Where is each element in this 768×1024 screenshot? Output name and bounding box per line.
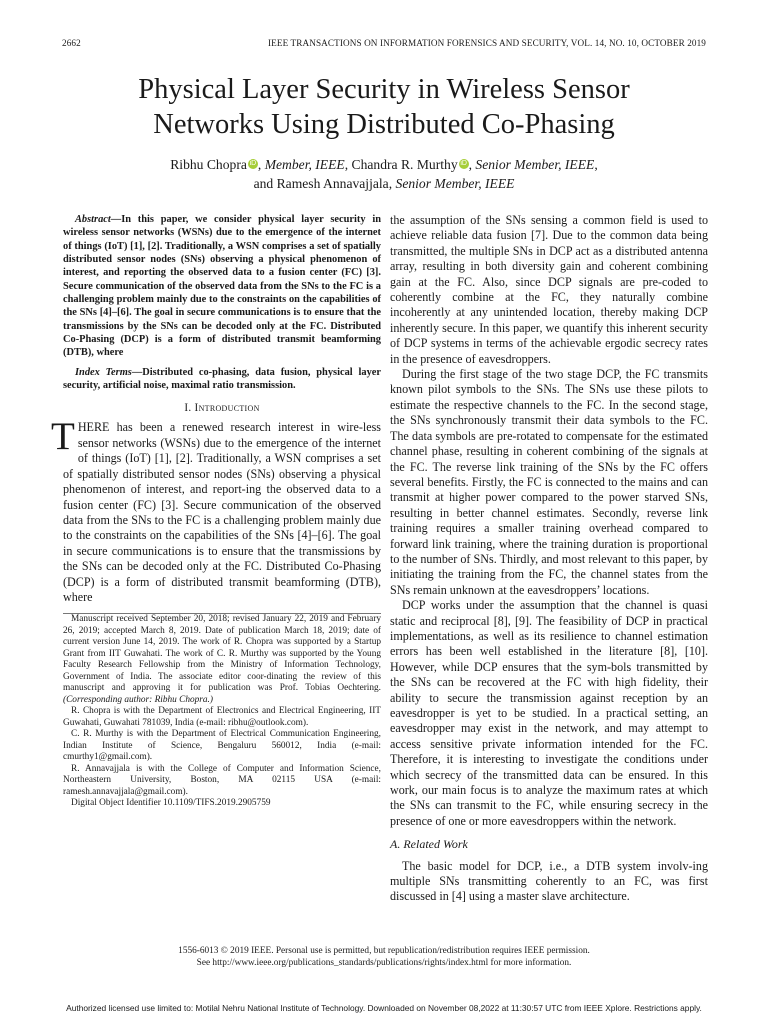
title-line-2: Networks Using Distributed Co-Phasing (153, 109, 615, 140)
footnote-doi: Digital Object Identifier 10.1109/TIFS.2019.2905759 (71, 798, 271, 809)
abstract-text: —In this paper, we consider physical layer security in wireless sensor networks (WSNs) due to the emergence of the internet of things (IoT) [1], [2]. Traditionally, a WSN comprises a set of spatially distributed sensor nodes (SNs) observing a physical phenomenon of interest, and reporting the observed data to a fusion center (FC) [3]. Secure communication of the observed data from the SNs to the FC is a challenging problem mainly due to the constraints on the capabilities of the SNs [4]–[6]. The goal in secure communications is to ensure that the transmissions by the SNs can be decoded only at the FC. Distributed Co-Phasing (DCP) is a form of distributed transmit beamforming (DTB), where (63, 214, 381, 359)
right-column-body (390, 213, 708, 905)
orcid-icon[interactable]: iD (249, 160, 257, 167)
abstract-label: Abstract (75, 214, 111, 225)
author-name: Chandra R. Murthy (351, 157, 458, 172)
index-terms-text: —Distributed co-phasing, data fusion, physical layer security, artificial noise, maximal ratio transmission. (63, 366, 381, 392)
journal-header: IEEE TRANSACTIONS ON INFORMATION FORENSICS AND SECURITY, VOL. 14, NO. 10, OCTOBER 2019 (268, 38, 706, 48)
author-name: Ribhu Chopra (170, 157, 247, 172)
drop-cap: T (51, 415, 75, 459)
author-line-2: and Ramesh Annavajjala, Senior Member, IEEE (253, 176, 515, 191)
author-role: Senior Member, IEEE (395, 176, 515, 191)
body-paragraph: DCP works under the assumption that the channel is quasi static and reciprocal [8], [9]. The feasibility of DCP in practical implementations, as well as its resilience to channel estimation errors has been well established in the literature [8], [10]. However, while DCP ensures that the sym-bols transmitted by the SNs can be recovered at the FC with high fidelity, their ability to secure the transmission against reception by an eavesdropper is yet to be studied. In a practical setting, an eavesdropper may exist in the network, and may attempt to access sensitive private information intended for the FC. Therefore, it is interesting to investigate the conditions under which secrecy of the transmitted data can be ensured. In this work, our main focus is to analyze the maximum rates at which the SNs can transmit to the FC, while ensuring secrecy in the presence of one or more eavesdroppers within the network. (390, 598, 708, 828)
author-name: and Ramesh Annavajjala (253, 176, 389, 191)
page-number: 2662 (62, 38, 81, 48)
abstract (63, 213, 381, 360)
footnote-manuscript: Manuscript received September 20, 2018; revised January 22, 2019 and February 26, 2019; accepted March 8, 2019. Date of publication March 18, 2019; date of current version June 14, 2019. The work of R. Chopra was supported by a Startup Grant from IIT Guwahati. The work of C. R. Murthy was supported by the Young Faculty Research Fellowship from the Ministry of Information Technology, Government of India. The associate editor coor-dinating the review of this manuscript and approving it for publication was Prof. Tobias Oechtering. (Corresponding author: Ribhu Chopra.) (63, 614, 381, 705)
author-line-1: Ribhu Chopra iD , Member, IEEE, Chandra R. Murthy iD , Senior Member, IEEE, (170, 157, 598, 172)
author-list (60, 155, 708, 193)
copyright-notice (0, 946, 768, 969)
section-heading-introduction: I. Introduction (184, 402, 260, 415)
right-column (390, 213, 708, 905)
footnote-affiliation-3: R. Annavajjala is with the College of Computer and Information Science, Northeastern University, Boston, MA 02115 USA (e-mail: ramesh.annavajjala@gmail.com). (63, 763, 381, 797)
footnote-affiliation-1: R. Chopra is with the Department of Electronics and Electrical Engineering, IIT Guwahati, Guwahati 781039, India (e-mail: ribhu@outlook.com). (63, 706, 381, 728)
license-footer: Authorized licensed use limited to: Motilal Nehru National Institute of Technology. Downloaded on November 08,2022 at 11:30:57 UTC from IEEE Xplore. Restrictions apply. (66, 1003, 702, 1013)
copyright-line-2: See http://www.ieee.org/publications_standards/publications/rights/index.html for more information. (196, 957, 572, 968)
body-paragraph: The basic model for DCP, i.e., a DTB system involv-ing multiple SNs transmitting coherently to an FC, was first discussed in [4] using a master slave architecture. (390, 858, 708, 904)
body-paragraph: During the first stage of the two stage DCP, the FC transmits known pilot symbols to the SNs. The SNs use these pilots to estimate the respective channels to the FC. In the second stage, the SNs synchronously transmit their data symbols to the FC. The data symbols are pre-rotated to compensate for the estimated channel phase, resulting in coherent combining of the signals at the FC. The reverse link training of the SNs by the FC offers several benefits. Firstly, the FC is connected to the mains and can transmit at higher power compared to the power starved SNs, resulting in better channel estimates. Secondly, reverse link training requires a smaller training overhead compared to forward link training, where the training duration is proportional to the number of SNs. Thirdly, and most relevant to this paper, by initiating the training from the FC, the channel states from the SNs remain unknown at the eavesdroppers’ locations. (390, 367, 708, 597)
subsection-heading-related-work: A. Related Work (390, 837, 468, 852)
running-header (62, 38, 706, 52)
author-role: Senior Member, IEEE (475, 157, 595, 172)
author-role: Member, IEEE (264, 157, 345, 172)
left-column (51, 213, 381, 810)
body-paragraph: the assumption of the SNs sensing a common field is used to achieve reliable data fusion [7]. Due to the common data being transmitted, the multiple SNs in DCP act as a distributed antenna array, resulting in both diversity gain and coherent combining gain at the FC. Also, since DCP signals are pre-coded to coherently combine at the FC, they naturally combine incoherently at any unintended location, thereby making DCP inherently secure. In this paper, we quantify this inherent security of DCP systems in terms of the achievable ergodic secrecy rates in the presence of eavesdroppers. (390, 213, 708, 366)
index-terms-label: Index Terms (75, 366, 132, 378)
intro-paragraph (51, 415, 381, 605)
paper-title (60, 72, 708, 142)
corresponding-author: (Corresponding author: Ribhu Chopra.) (63, 694, 213, 705)
title-line-1: Physical Layer Security in Wireless Sensor (138, 74, 630, 105)
copyright-line-1: 1556-6013 © 2019 IEEE. Personal use is permitted, but republication/redistribution requires IEEE permission. (178, 946, 590, 956)
footnotes (63, 614, 381, 810)
lead-word: HERE (77, 420, 110, 435)
footnote-affiliation-2: C. R. Murthy is with the Department of Electrical Communication Engineering, Indian Institute of Science, Bengaluru 560012, India (e-mail: cmurthy1@gmail.com). (63, 729, 381, 763)
intro-text: has been a renewed research interest in wire-less sensor networks (WSNs) due to the emergence of the internet of things (IoT) [1], [2]. Traditionally, a WSN comprises a set of spatially distributed sensor nodes (SNs) observing a physical phenomenon of interest, and report-ing the observed data to a fusion center (FC) [3]. Secure communication of the observed data from the SNs to the FC is a challenging problem mainly due to the constraints on the capabilities of the SNs [4]–[6]. The goal in secure communications is to ensure that the transmissions by the SNs can be decoded only at the FC. Distributed Co-Phasing (DCP) is a form of distributed transmit beamforming (DTB), where (63, 420, 381, 604)
orcid-icon[interactable]: iD (460, 160, 467, 167)
introduction-body (51, 415, 381, 605)
index-terms (63, 366, 381, 393)
